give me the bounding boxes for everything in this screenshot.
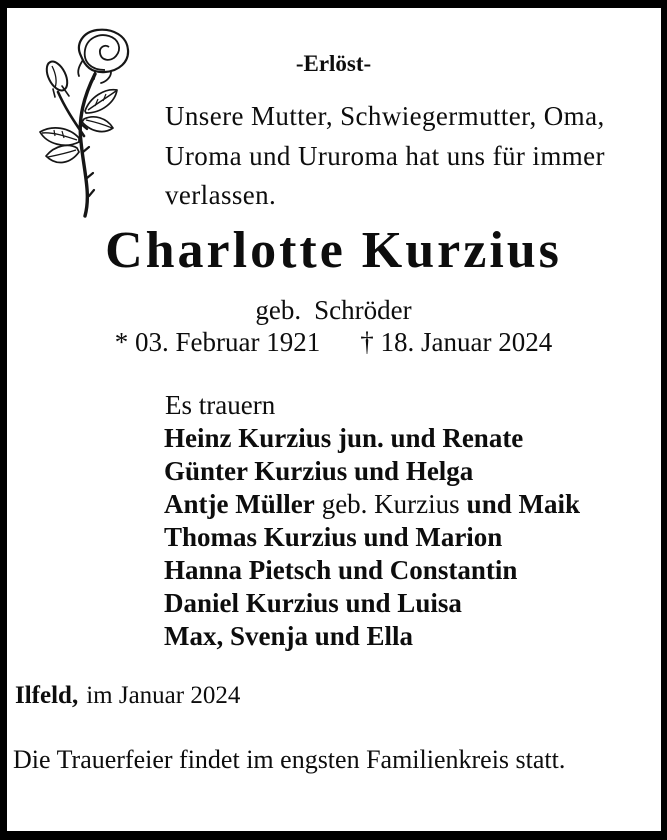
mourner-line: Daniel Kurzius und Luisa: [164, 588, 462, 618]
mourner-line: Hanna Pietsch und Constantin: [164, 555, 518, 585]
mourner-line: Max, Svenja und Ella: [164, 621, 414, 651]
mourners-list: [164, 422, 580, 653]
death-date: † 18. Januar 2024: [360, 327, 553, 357]
deceased-name: Charlotte Kurzius: [105, 222, 562, 279]
mourning-intro: Es trauern: [165, 390, 276, 420]
mourner-line: Günter Kurzius und Helga: [164, 456, 474, 486]
notice-date: im Januar 2024: [86, 682, 241, 709]
closing-sentence: Die Trauerfeier findet im engsten Familienkreis statt.: [13, 745, 566, 774]
intro-line-3: verlassen.: [165, 180, 277, 210]
dates-line: [0, 327, 667, 358]
place-date-line: [15, 681, 240, 710]
mourner-line: Antje Müller geb. Kurzius und Maik: [164, 489, 580, 519]
maiden-name-line: [0, 295, 667, 326]
maiden-label: geb.: [255, 295, 302, 325]
mourner-line: Thomas Kurzius und Marion: [164, 522, 503, 552]
intro-paragraph: [165, 97, 605, 216]
intro-line-2: Uroma und Ururoma hat uns für immer: [165, 140, 605, 171]
intro-line-1: Unsere Mutter, Schwiegermutter, Oma,: [165, 101, 605, 131]
birth-date: * 03. Februar 1921: [114, 327, 321, 357]
maiden-name: Schröder: [314, 295, 412, 325]
place-name: Ilfeld,: [15, 682, 79, 709]
mourner-line: Heinz Kurzius jun. und Renate: [164, 423, 524, 453]
epitaph-title: -Erlöst-: [295, 51, 372, 76]
